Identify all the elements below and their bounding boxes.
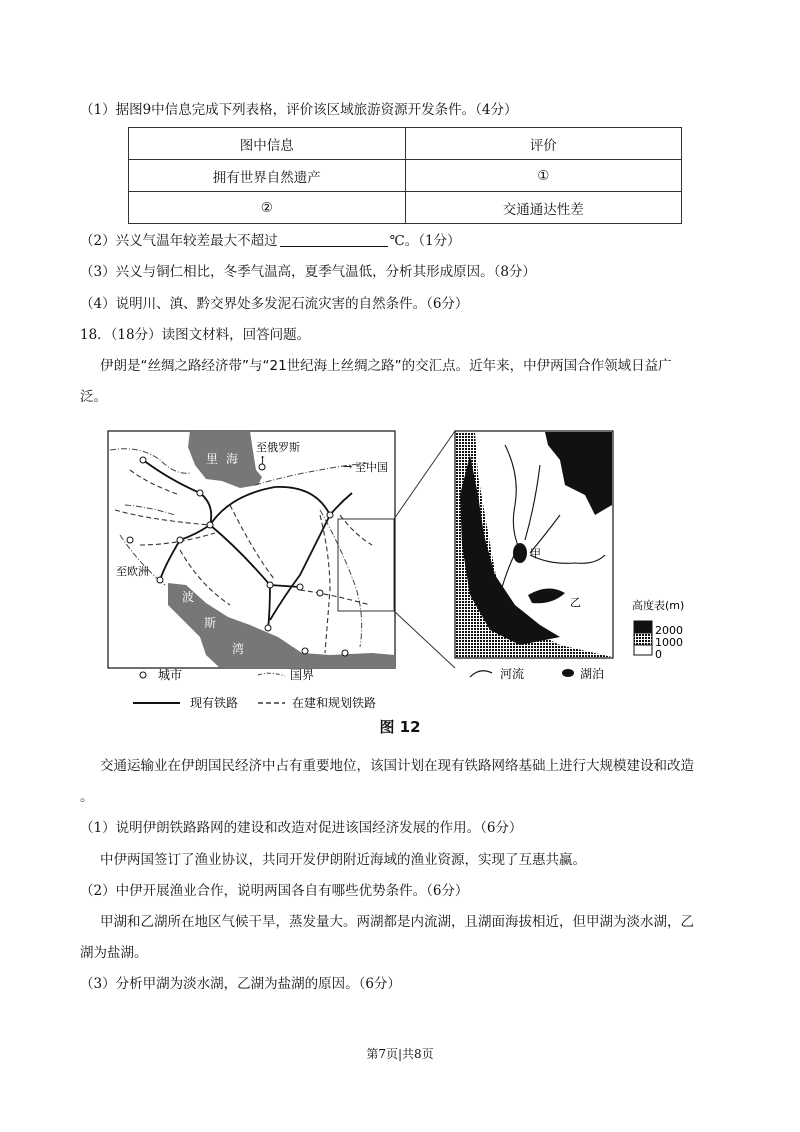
legend-rail: 现有铁路 (190, 696, 239, 710)
arrow-right-icon: → (343, 460, 353, 473)
legend-lake: 湖泊 (580, 667, 605, 681)
arrow-up-icon: ↑ (258, 454, 268, 467)
table-header-cell: 评价 (405, 128, 682, 160)
legend-planned: 在建和规划铁路 (292, 696, 377, 710)
q17-sub2-text: （2）兴义气温年较差最大不超过 (80, 233, 278, 249)
lake-jia (513, 543, 527, 563)
table-cell: ② (129, 192, 406, 224)
figure-title: 图 12 (379, 718, 421, 736)
answer-blank[interactable] (280, 232, 388, 247)
legend-city: 城市 (158, 668, 183, 682)
q18-para3-line2: 湖为盐湖。 (80, 945, 148, 961)
q18-sub3: （3）分析甲湖为淡水湖，乙湖为盐湖的原因。（6分） (80, 976, 401, 992)
table-cell: ① (405, 160, 682, 192)
q18-para2: 中伊两国签订了渔业协议，共同开发伊朗附近海域的渔业资源，实现了互惠共赢。 (100, 852, 586, 868)
q17-sub4: （4）说明川、滇、黔交界处多发泥石流灾害的自然条件。（6分） (80, 296, 469, 312)
table-header-cell: 图中信息 (129, 128, 406, 160)
legend-river: 河流 (500, 667, 525, 681)
table-header-row (129, 128, 682, 160)
elev-level-0: 0 (655, 648, 662, 661)
legend-border: 国界 (290, 668, 315, 682)
elev-high-swatch (634, 621, 652, 633)
table-row (129, 160, 682, 192)
table-row (129, 192, 682, 224)
table-cell: 拥有世界自然遗产 (129, 160, 406, 192)
q18-sub1: （1）说明伊朗铁路路网的建设和改造对促进该国经济发展的作用。（6分） (80, 820, 523, 836)
border-legend-icon (258, 673, 285, 676)
q18-intro-line2: 泛。 (80, 389, 107, 405)
river-legend-icon (470, 671, 492, 677)
q18-heading: 18．（18分）读图文材料，回答问题。 (80, 327, 311, 343)
elevation-title: 高度表(m) (632, 599, 685, 612)
q17-sub2-unit: ℃。（1分） (389, 233, 461, 249)
q17-sub2 (80, 231, 461, 251)
caspian-label-2: 海 (226, 452, 239, 466)
evaluation-table (128, 127, 682, 224)
lake-legend-icon (562, 669, 574, 677)
q18-para1-line2: 。 (80, 789, 94, 805)
q18-para1-line1: 交通运输业在伊朗国民经济中占有重要地位，该国计划在现有铁路网络基础上进行大规模建设和改造 (100, 758, 694, 774)
q17-sub3: （3）兴义与铜仁相比，冬季气温高，夏季气温低，分析其形成原因。（8分） (80, 264, 536, 280)
city-legend-icon (140, 672, 146, 678)
to-europe-label: 至欧洲 (116, 565, 149, 578)
to-china-label: 至中国 (355, 461, 388, 474)
lake-jia-label: 甲 (530, 547, 541, 560)
elev-level-1000: 1000 (655, 636, 683, 649)
elev-mid-swatch (634, 633, 652, 645)
iran-railway-map (0, 415, 800, 725)
table-cell: 交通通达性差 (405, 192, 682, 224)
page-footer: 第7页|共8页 (366, 1047, 434, 1061)
caspian-label-1: 里 (206, 452, 219, 466)
lake-yi-label: 乙 (570, 596, 581, 609)
gulf-label-3: 湾 (232, 642, 245, 656)
gulf-label-2: 斯 (204, 616, 217, 630)
gulf-label-1: 波 (182, 590, 195, 604)
elev-low-swatch (634, 645, 652, 655)
q18-intro-line1: 伊朗是“丝绸之路经济带”与“21世纪海上丝绸之路”的交汇点。近年来，中伊两国合作领域日益广 (100, 358, 672, 374)
q18-para3-line1: 甲湖和乙湖所在地区气候干旱，蒸发量大。两湖都是内流湖，且湖面海拔相近，但甲湖为淡水湖，乙 (100, 914, 694, 930)
q18-sub2: （2）中伊开展渔业合作，说明两国各自有哪些优势条件。（6分） (80, 883, 469, 899)
to-russia-label: 至俄罗斯 (256, 441, 300, 454)
elev-level-2000: 2000 (655, 624, 683, 637)
q17-sub1: （1）据图9中信息完成下列表格，评价该区域旅游资源开发条件。（4分） (80, 102, 518, 118)
